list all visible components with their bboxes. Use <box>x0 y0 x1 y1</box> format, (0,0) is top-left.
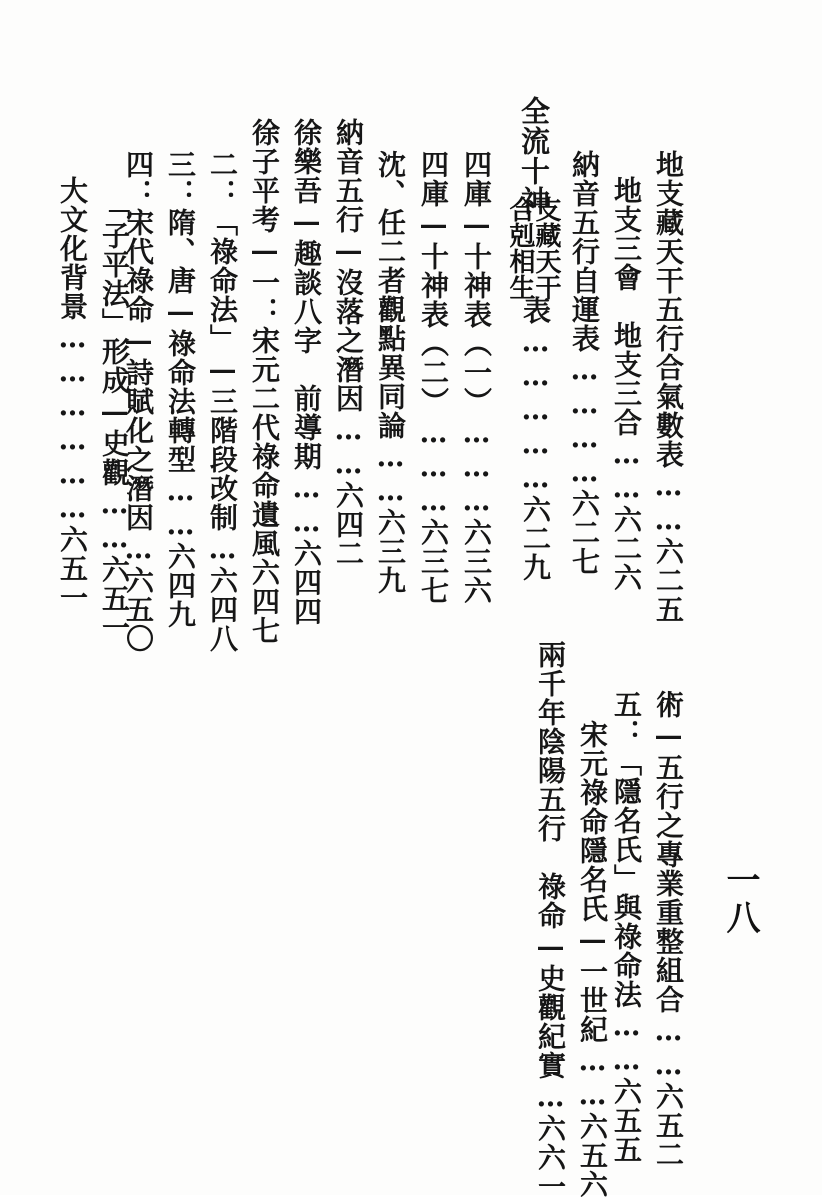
toc-entry: 表……………六二九 <box>519 296 552 582</box>
toc-entry: 納音五行自運表…………六二七 <box>568 150 601 576</box>
toc-entry: 四：宋代祿命—詩賦化之潛因…六五〇 <box>122 150 155 653</box>
toc-entry: 地支三會 地支三合……六二六 <box>610 176 643 592</box>
toc-entry: 三：隋、唐—祿命法轉型……六四九 <box>164 150 197 629</box>
toc-entry: 兩千年陰陽五行 祿命—史觀紀實…六六一 <box>534 640 567 1201</box>
toc-entry: 納音五行—沒落之潛因……六四二 <box>332 118 365 568</box>
toc-entry-subtitle: 合剋相生 <box>505 196 535 300</box>
toc-entry: 五：「隱名氏」與祿命法……六五五 <box>610 690 643 1164</box>
toc-entry: 宋元祿命隱名氏—一世紀……六五六 <box>576 720 609 1199</box>
toc-entry: 術—五行之專業重整組合……六五二 <box>652 690 685 1169</box>
toc-entry: 地支藏天干五行合氣數表……六二五 <box>652 150 685 624</box>
toc-entry: 四庫—十神表（一）………六三六 <box>460 150 493 605</box>
toc-entry: 徐樂吾—趣談八字 前導期……六四四 <box>290 118 323 626</box>
page-number: 一八 <box>720 862 760 938</box>
toc-entry: 「子平法」形成—史觀……六五一 <box>98 192 131 642</box>
toc-entry-subtitle: 支藏天干 <box>531 196 561 300</box>
toc-entry: 徐子平考—一：宋元二代祿命遺風六四七 <box>248 118 281 645</box>
toc-entry: 四庫—十神表（二）………六三七 <box>417 150 450 605</box>
toc-entry: 大文化背景………………六五一 <box>56 176 89 612</box>
toc-entry: 沈、任二者觀點異同論……六三九 <box>374 150 407 595</box>
toc-entry-title: 全流十神 <box>517 96 551 216</box>
toc-entry: 二：「祿命法」—三階段改制…六四八 <box>206 150 239 653</box>
